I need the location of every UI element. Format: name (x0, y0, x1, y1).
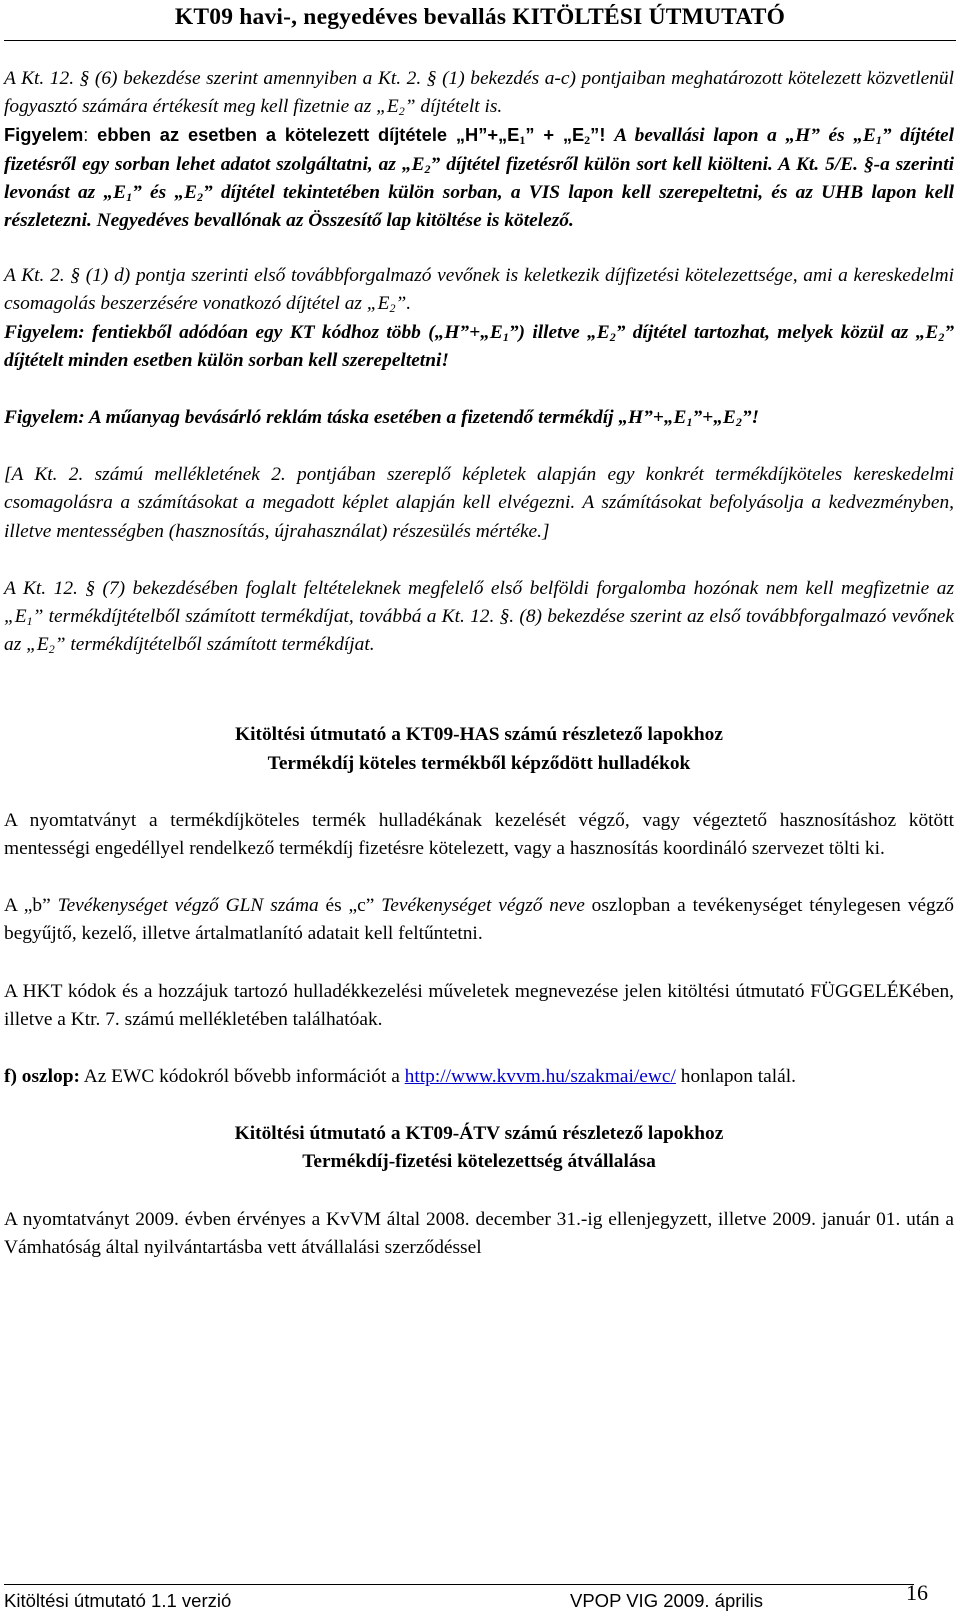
footer-issuer: VPOP VIG 2009. április (570, 1590, 763, 1611)
paragraph-atv-intro: A nyomtatványt 2009. évben érvényes a KvVM által 2008. december 31.-ig ellenjegyzett, illetve 2009. január 01. után a Vámhatóság által nyilvántartásba vett átvállalási szerződéssel (4, 1208, 954, 1258)
paragraph-kt12-7: A Kt. 12. § (7) bekezdésében foglalt feltételeknek megfelelő első belföldi forgalomba hozónak nem kell megfizetnie az $„E_1$” termékdíjtételből számított termékdíjat, továbbá a Kt. 12. §. (8) bekezdése szerint az első továbbforgalmazó vevőnek az $„E_2$” termékdíjtételből számított termékdíjat. (4, 577, 954, 657)
paragraph-figyelem-taska: Figyelem: A műanyag bevásárló reklám táska esetében a fizetendő termékdíj $„H”+„E_1”+„E_2$”! (4, 407, 760, 430)
paragraph-figyelem-kt-kod: Figyelem: fentiekből adódóan egy KT kódhoz több $(„H”+„E_1”)$ illetve $„E_2$” díjtétel tartozhat, melyek közül az $„E_2$” díjtételt minden esetben külön sorban kell szerepeltetni! (4, 321, 955, 371)
section-subtitle-atv: Termékdíj-fizetési kötelezettség átvállalása (302, 1151, 656, 1173)
paragraph-kt2-melleklet: [A Kt. 2. számú mellékletének 2. pontjában szereplő képletek alapján egy konkrét termékdíjköteles kereskedelmi csomagolásra a számításokat a megadott képlet alapján kell elvégezni. A számításokat befolyásolja a kedvezményben, illetve mentességben (hasznosítás, újrahasználat) részesülés mértéke.] (4, 464, 954, 542)
section-heading-has (4, 721, 954, 777)
page-title: KT09 havi-, negyedéves bevallás KITÖLTÉSI ÚTMUTATÓ (174, 4, 786, 30)
paragraph-figyelem-dijtetel: Figyelem: ebben az esetben a kötelezett díjtétele $„H”+„E_1$” + $„E_2$”! A bevallási lapon a „H” és $„E_1$” díjtétel fizetésről egy sorban lehet adatot szolgáltatni, az $„E_2$” díjtétel fizetésről külön sort kell kiölteni. A Kt. 5/E. §-a szerinti levonást az $„E_1$” és $„E_2$” díjtétel tekintetében külön sorban, a VIS lapon kell szerepeltetni, és az UHB lapon kell részletezni. Negyedéves bevallónak az Összesítő lap kitöltése is kötelező. (4, 124, 954, 232)
paragraph-hkt-codes: A HKT kódok és a hozzájuk tartozó hulladékkezelési műveletek megnevezése jelen kitöltési útmutató FÜGGELÉKében, illetve a Ktr. 7. számú mellékletében találhatóak. (4, 980, 954, 1030)
footer-version: Kitöltési útmutató 1.1 verzió (4, 1590, 232, 1611)
page-number: 16 (906, 1580, 928, 1605)
paragraph-ewc: f) oszlop: Az EWC kódokról bővebb információt a http://www.kvvm.hu/szakmai/ewc/ honlapon talál. (4, 1066, 796, 1088)
section-heading-atv (4, 1120, 954, 1176)
paragraph-has-intro: A nyomtatványt a termékdíjköteles termék hulladékának kezelését végző, vagy végeztető hasznosításhoz kötött mentességi engedéllyel rendelkező termékdíj fizetésre kötelezett, vagy a hasznosítás koordináló szervezet tölti ki. (4, 809, 954, 860)
document-body (4, 65, 954, 1262)
section-title-atv: Kitöltési útmutató a KT09-ÁTV számú részletező lapokhoz (234, 1123, 724, 1145)
paragraph-kt2-1d: A Kt. 2. § (1) d) pontja szerinti első továbbforgalmazó vevőnek is keletkezik díjfizetési kötelezettsége, ami a kereskedelmi csomagolás beszerzésére vonatkozó díjtétel az $„E_2$”. (4, 265, 954, 316)
page-footer (4, 1580, 954, 1617)
paragraph-has-columns: A „b” Tevékenységet végző GLN száma és „c” Tevékenységet végző neve oszlopban a tevékenységet ténylegesen végző begyűjtő, kezelő, illetve ártalmatlanító adatait kell feltűntetni. (4, 895, 954, 945)
header-divider (4, 40, 956, 41)
ewc-link[interactable]: http://www.kvvm.hu/szakmai/ewc/ (404, 1066, 676, 1088)
section-subtitle-has: Termékdíj köteles termékből képződött hulladékok (267, 752, 691, 774)
section-title-has: Kitöltési útmutató a KT09-HAS számú részletező lapokhoz (235, 724, 723, 746)
footer-divider (4, 1584, 914, 1585)
column-f-label: f) oszlop: (4, 1066, 80, 1088)
paragraph-kt12-6: A Kt. 12. § (6) bekezdése szerint amennyiben a Kt. 2. § (1) bekezdés a-c) pontjaiban meghatározott kötelezett közvetlenül fogyasztó számára értékesít meg kell fizetnie az $„E_2$” díjtételt is. (4, 68, 954, 119)
